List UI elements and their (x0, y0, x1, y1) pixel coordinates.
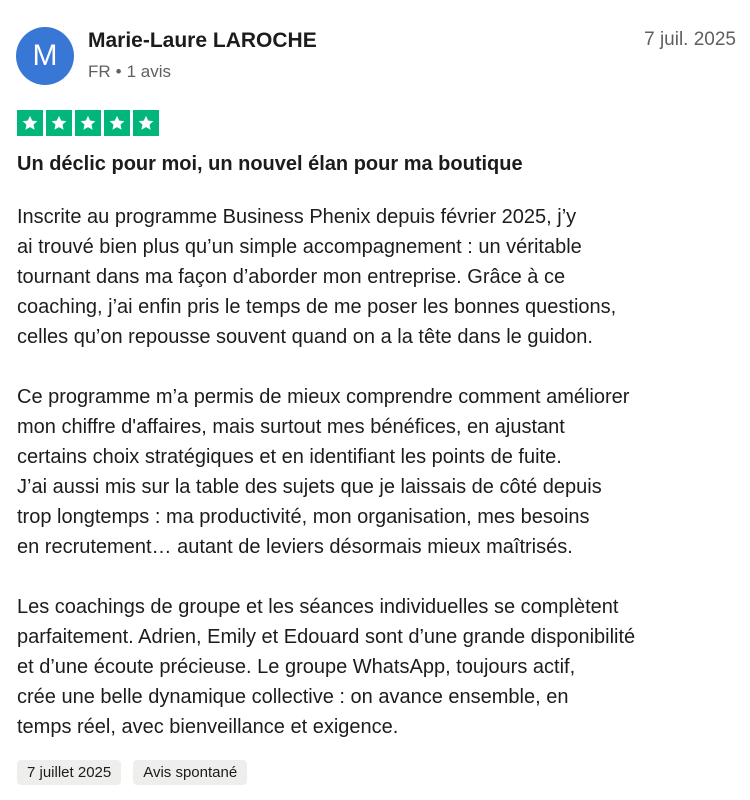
review-paragraph (17, 202, 732, 352)
star-icon (17, 110, 43, 136)
review-line: trop longtemps : ma productivité, mon organisation, mes besoins (17, 506, 590, 528)
avatar[interactable]: M (16, 27, 74, 85)
review-line: celles qu’on repousse souvent quand on a la tête dans le guidon. (17, 326, 593, 348)
reviewer-meta (88, 62, 171, 82)
reviewer-country: FR (88, 62, 111, 81)
review-line: J’ai aussi mis sur la table des sujets que je laissais de côté depuis (17, 476, 602, 498)
review-date: 7 juil. 2025 (644, 29, 736, 50)
review-title[interactable]: Un déclic pour moi, un nouvel élan pour ma boutique (17, 153, 523, 175)
star-rating (17, 110, 159, 136)
review-paragraph (17, 592, 732, 742)
review-line: tournant dans ma façon d’aborder mon entreprise. Grâce à ce (17, 266, 566, 288)
review-line: temps réel, avec bienveillance et exigence. (17, 716, 399, 738)
reviewer-review-count: 1 avis (126, 62, 172, 81)
review-body (17, 202, 732, 772)
star-icon (133, 110, 159, 136)
star-icon (75, 110, 101, 136)
review-line: Inscrite au programme Business Phenix depuis février 2025, j’y (17, 206, 577, 228)
review-line: mon chiffre d'affaires, mais surtout mes bénéfices, en ajustant (17, 416, 565, 438)
review-header (16, 27, 736, 87)
review-line: certains choix stratégiques et en identifiant les points de fuite. (17, 446, 562, 468)
review-line: Ce programme m’a permis de mieux comprendre comment améliorer (17, 386, 630, 408)
review-paragraph (17, 382, 732, 562)
review-line: ai trouvé bien plus qu’un simple accompagnement : un véritable (17, 236, 582, 258)
star-icon (104, 110, 130, 136)
review-line: et d’une écoute précieuse. Le groupe WhatsApp, toujours actif, (17, 656, 576, 678)
review-line: crée une belle dynamique collective : on avance ensemble, en (17, 686, 569, 708)
review-line: coaching, j’ai enfin pris le temps de me poser les bonnes questions, (17, 296, 617, 318)
reviewer-name[interactable]: Marie-Laure LAROCHE (88, 29, 317, 52)
review-line: parfaitement. Adrien, Emily et Edouard sont d’une grande disponibilité (17, 626, 636, 648)
unprompted-review-tag: Avis spontané (133, 760, 247, 785)
review-line: en recrutement… autant de leviers désormais mieux maîtrisés. (17, 536, 573, 558)
review-tags (17, 760, 247, 785)
review-line: Les coachings de groupe et les séances individuelles se complètent (17, 596, 619, 618)
star-icon (46, 110, 72, 136)
experience-date-tag: 7 juillet 2025 (17, 760, 121, 785)
meta-separator: • (115, 62, 122, 81)
